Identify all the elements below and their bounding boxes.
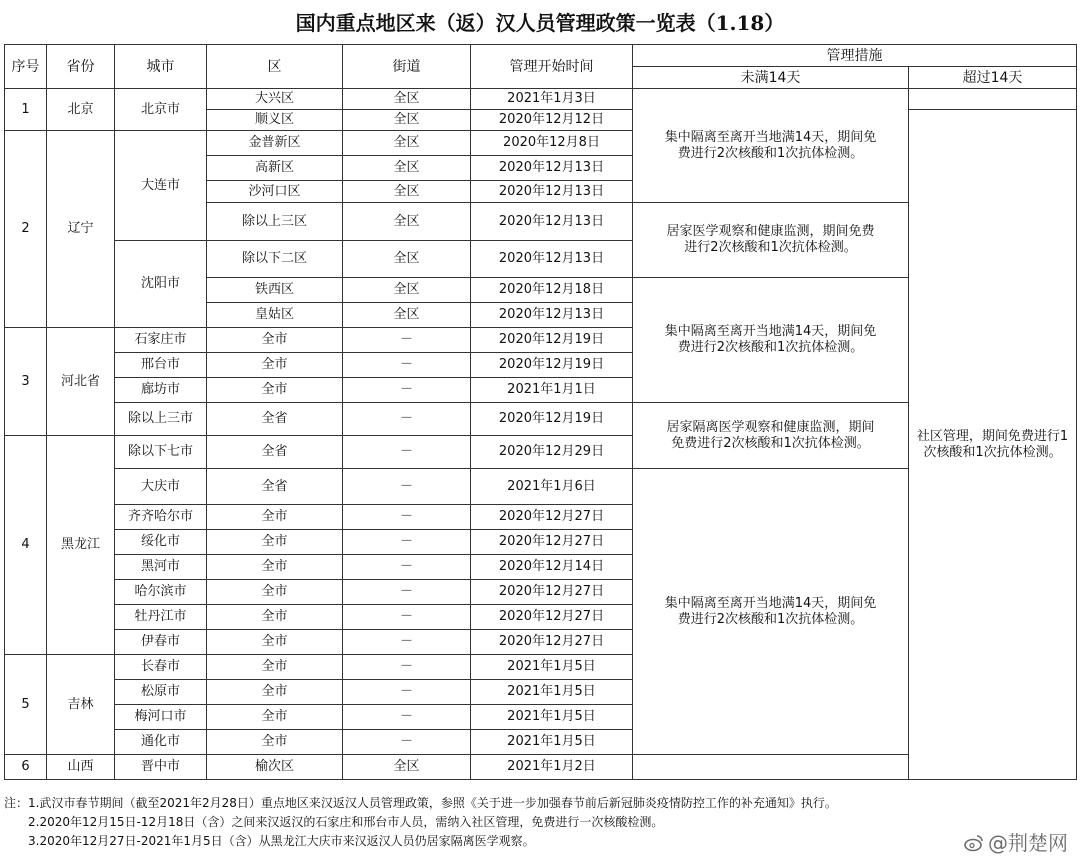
street-cell: 全区 xyxy=(343,241,471,278)
district-cell: 金普新区 xyxy=(207,131,343,156)
start-time-cell: 2020年12月27日 xyxy=(471,580,633,605)
start-time-cell: 2021年1月1日 xyxy=(471,378,633,403)
district-cell: 皇姑区 xyxy=(207,303,343,328)
city-cell: 伊春市 xyxy=(115,630,207,655)
city-cell: 松原市 xyxy=(115,680,207,705)
street-cell: 全区 xyxy=(343,89,471,110)
city-cell: 除以下七市 xyxy=(115,436,207,469)
measure-line: 社区管理，期间免费进行1 xyxy=(916,428,1069,444)
watermark xyxy=(960,831,1072,855)
street-cell: 全区 xyxy=(343,181,471,203)
start-time-cell: 2020年12月19日 xyxy=(471,403,633,436)
weibo-icon xyxy=(964,833,984,853)
street-cell: － xyxy=(343,630,471,655)
street-cell: 全区 xyxy=(343,203,471,241)
district-cell: 高新区 xyxy=(207,156,343,181)
start-time-cell: 2020年12月13日 xyxy=(471,203,633,241)
header-seq: 序号 xyxy=(5,45,47,89)
start-time-cell: 2020年12月29日 xyxy=(471,436,633,469)
district-cell: 全市 xyxy=(207,630,343,655)
start-time-cell: 2020年12月12日 xyxy=(471,110,633,131)
measure-line: 居家医学观察和健康监测，期间免费 xyxy=(666,224,875,239)
start-time-cell: 2020年12月27日 xyxy=(471,605,633,630)
header-over-14-days: 超过14天 xyxy=(909,67,1077,89)
start-time-cell: 2020年12月13日 xyxy=(471,241,633,278)
start-time-cell: 2021年1月5日 xyxy=(471,655,633,680)
street-cell: － xyxy=(343,555,471,580)
district-cell: 全省 xyxy=(207,469,343,505)
city-cell: 除以上三市 xyxy=(115,403,207,436)
street-cell: － xyxy=(343,505,471,530)
city-cell: 通化市 xyxy=(115,730,207,755)
notes xyxy=(4,794,1076,851)
page-title: 国内重点地区来（返）汉人员管理政策一览表（1.18） xyxy=(295,11,785,35)
note-line: 注：1.武汉市春节期间（截至2021年2月28日）重点地区来汉返汉人员管理政策，参照《关于进一步加强春节前后新冠肺炎疫情防控工作的补充通知》执行。 xyxy=(4,796,837,810)
province-cell: 吉林 xyxy=(47,655,115,755)
province-cell: 山西 xyxy=(47,755,115,780)
policy-table xyxy=(4,44,1077,780)
street-cell: － xyxy=(343,705,471,730)
district-cell: 全省 xyxy=(207,403,343,436)
note-line: 3.2020年12月27日-2021年1月5日（含）从黑龙江大庆市来汉返汉人员仍居家隔离医学观察。 xyxy=(28,834,535,848)
city-cell: 晋中市 xyxy=(115,755,207,780)
start-time-cell: 2020年12月14日 xyxy=(471,555,633,580)
header-under-14-days: 未满14天 xyxy=(633,67,909,89)
over-14-empty-cell xyxy=(909,89,1077,110)
city-cell: 长春市 xyxy=(115,655,207,680)
street-cell: － xyxy=(343,580,471,605)
street-cell: 全区 xyxy=(343,303,471,328)
measure-line: 居家隔离医学观察和健康监测，期间 xyxy=(666,419,875,435)
district-cell: 铁西区 xyxy=(207,278,343,303)
start-time-cell: 2020年12月27日 xyxy=(471,530,633,555)
city-cell: 北京市 xyxy=(115,89,207,131)
street-cell: － xyxy=(343,469,471,505)
start-time-cell: 2021年1月5日 xyxy=(471,730,633,755)
district-cell: 除以下二区 xyxy=(207,241,343,278)
header-street: 街道 xyxy=(343,45,471,89)
over-14-measure-cell xyxy=(909,110,1077,780)
measure-line: 集中隔离至离开当地满14天，期间免 xyxy=(664,595,877,611)
measure-line: 费进行2次核酸和1次抗体检测。 xyxy=(677,145,864,161)
city-cell: 沈阳市 xyxy=(115,241,207,328)
district-cell: 全市 xyxy=(207,705,343,730)
province-cell: 北京 xyxy=(47,89,115,131)
street-cell: － xyxy=(343,328,471,353)
street-cell: － xyxy=(343,655,471,680)
district-cell: 全市 xyxy=(207,378,343,403)
city-cell: 牡丹江市 xyxy=(115,605,207,630)
measure-line: 次核酸和1次抗体检测。 xyxy=(923,444,1062,460)
street-cell: 全区 xyxy=(343,156,471,181)
start-time-cell: 2020年12月13日 xyxy=(471,181,633,203)
table-row xyxy=(5,89,1077,110)
city-cell: 梅河口市 xyxy=(115,705,207,730)
district-cell: 全市 xyxy=(207,605,343,630)
start-time-cell: 2021年1月3日 xyxy=(471,89,633,110)
province-cell: 黑龙江 xyxy=(47,436,115,655)
measure-line: 集中隔离至离开当地满14天，期间免 xyxy=(664,324,877,339)
seq-cell: 2 xyxy=(5,131,47,328)
district-cell: 顺义区 xyxy=(207,110,343,131)
measure-cell xyxy=(633,203,909,278)
seq-cell: 6 xyxy=(5,755,47,780)
street-cell: － xyxy=(343,605,471,630)
street-cell: － xyxy=(343,353,471,378)
measure-line: 集中隔离至离开当地满14天，期间免 xyxy=(664,129,877,145)
district-cell: 沙河口区 xyxy=(207,181,343,203)
district-cell: 大兴区 xyxy=(207,89,343,110)
district-cell: 全市 xyxy=(207,530,343,555)
start-time-cell: 2020年12月19日 xyxy=(471,353,633,378)
street-cell: 全区 xyxy=(343,755,471,780)
street-cell: － xyxy=(343,436,471,469)
city-cell: 大连市 xyxy=(115,131,207,241)
measure-line: 费进行2次核酸和1次抗体检测。 xyxy=(677,340,864,355)
city-cell: 哈尔滨市 xyxy=(115,580,207,605)
city-cell: 石家庄市 xyxy=(115,328,207,353)
city-cell: 绥化市 xyxy=(115,530,207,555)
district-cell: 全省 xyxy=(207,436,343,469)
street-cell: 全区 xyxy=(343,278,471,303)
district-cell: 全市 xyxy=(207,353,343,378)
header-start-time: 管理开始时间 xyxy=(471,45,633,89)
measure-line: 免费进行2次核酸和1次抗体检测。 xyxy=(671,435,870,451)
district-cell: 全市 xyxy=(207,328,343,353)
city-cell: 黑河市 xyxy=(115,555,207,580)
start-time-cell: 2020年12月13日 xyxy=(471,303,633,328)
street-cell: － xyxy=(343,530,471,555)
measure-cell xyxy=(633,403,909,469)
start-time-cell: 2020年12月13日 xyxy=(471,156,633,181)
header-city: 城市 xyxy=(115,45,207,89)
under-14-empty-cell xyxy=(633,755,909,780)
watermark-text: @荆楚网 xyxy=(988,831,1068,855)
measure-line: 进行2次核酸和1次抗体检测。 xyxy=(684,240,857,255)
district-cell: 全市 xyxy=(207,655,343,680)
note-line: 2.2020年12月15日-12月18日（含）之间来汉返汉的石家庄和邢台市人员，需纳入社区管理，免费进行一次核酸检测。 xyxy=(28,815,664,829)
measure-line: 费进行2次核酸和1次抗体检测。 xyxy=(677,611,864,627)
start-time-cell: 2020年12月8日 xyxy=(471,131,633,156)
seq-cell: 1 xyxy=(5,89,47,131)
seq-cell: 5 xyxy=(5,655,47,755)
district-cell: 全市 xyxy=(207,730,343,755)
district-cell: 全市 xyxy=(207,580,343,605)
province-cell: 辽宁 xyxy=(47,131,115,328)
street-cell: － xyxy=(343,680,471,705)
header-province: 省份 xyxy=(47,45,115,89)
start-time-cell: 2021年1月5日 xyxy=(471,680,633,705)
street-cell: － xyxy=(343,730,471,755)
city-cell: 邢台市 xyxy=(115,353,207,378)
start-time-cell: 2021年1月5日 xyxy=(471,705,633,730)
district-cell: 全市 xyxy=(207,505,343,530)
district-cell: 全市 xyxy=(207,555,343,580)
city-cell: 大庆市 xyxy=(115,469,207,505)
header-measures: 管理措施 xyxy=(633,45,1077,67)
street-cell: － xyxy=(343,378,471,403)
district-cell: 全市 xyxy=(207,680,343,705)
city-cell: 廊坊市 xyxy=(115,378,207,403)
street-cell: － xyxy=(343,403,471,436)
start-time-cell: 2020年12月27日 xyxy=(471,505,633,530)
start-time-cell: 2020年12月19日 xyxy=(471,328,633,353)
seq-cell: 4 xyxy=(5,436,47,655)
district-cell: 除以上三区 xyxy=(207,203,343,241)
street-cell: 全区 xyxy=(343,131,471,156)
seq-cell: 3 xyxy=(5,328,47,436)
start-time-cell: 2020年12月27日 xyxy=(471,630,633,655)
header-district: 区 xyxy=(207,45,343,89)
province-cell: 河北省 xyxy=(47,328,115,436)
start-time-cell: 2021年1月6日 xyxy=(471,469,633,505)
measure-cell xyxy=(633,469,909,755)
measure-cell xyxy=(633,89,909,203)
city-cell: 齐齐哈尔市 xyxy=(115,505,207,530)
street-cell: 全区 xyxy=(343,110,471,131)
measure-cell xyxy=(633,278,909,403)
start-time-cell: 2020年12月18日 xyxy=(471,278,633,303)
district-cell: 榆次区 xyxy=(207,755,343,780)
start-time-cell: 2021年1月2日 xyxy=(471,755,633,780)
